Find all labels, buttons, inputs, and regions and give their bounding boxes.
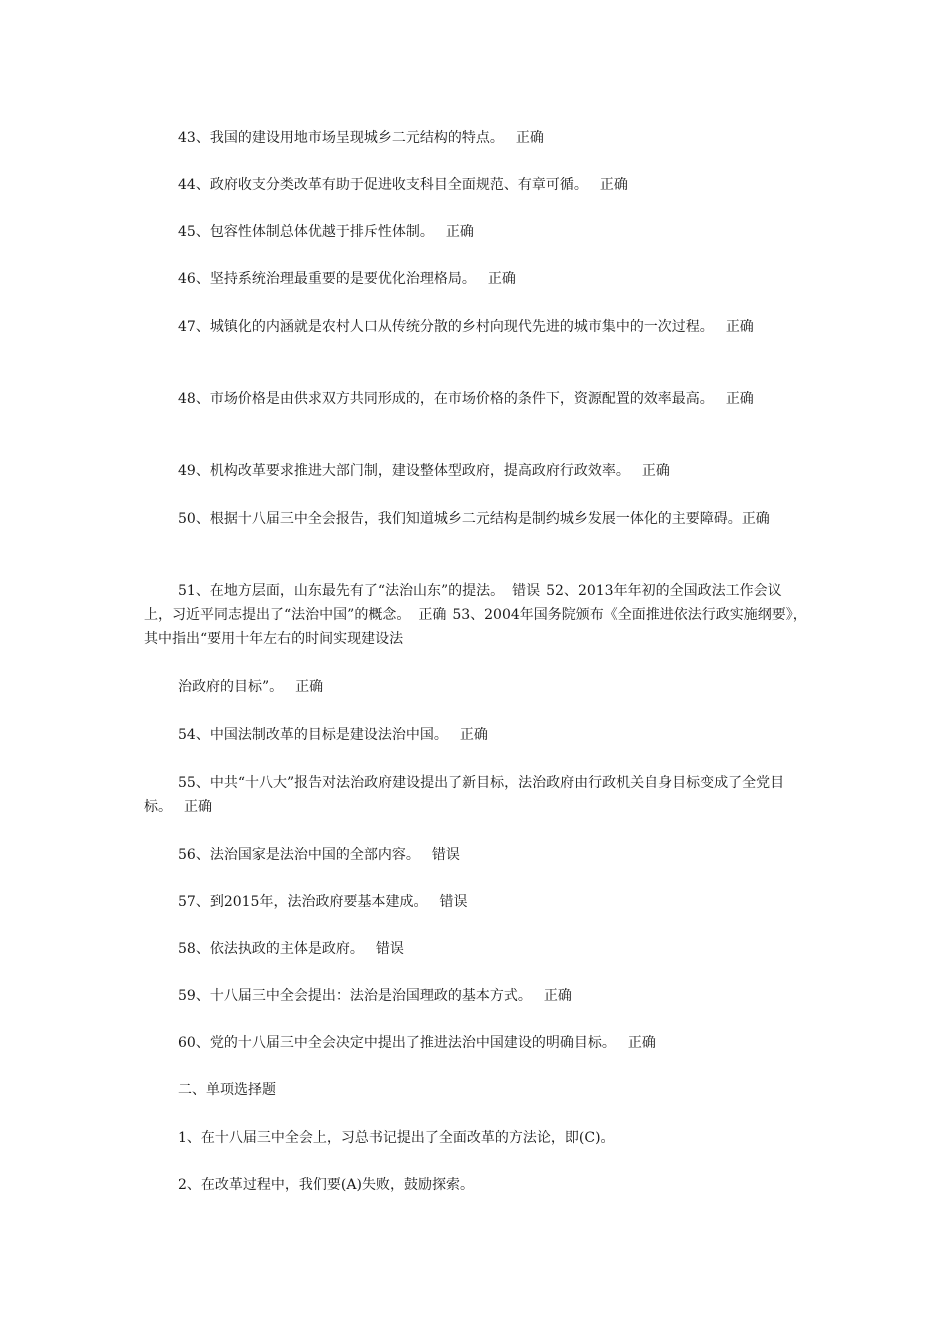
question-text: 57、到2015年，法治政府要基本建成。 bbox=[178, 894, 428, 910]
question-text: 治政府的目标”。 bbox=[178, 679, 284, 695]
judgement-item-58 bbox=[144, 937, 808, 961]
question-text: 56、法治国家是法治中国的全部内容。 bbox=[178, 847, 420, 863]
question-text: 48、市场价格是由供求双方共同形成的，在市场价格的条件下，资源配置的效率最高。 bbox=[178, 391, 714, 407]
question-text: 47、城镇化的内涵就是农村人口从传统分散的乡村向现代先进的城市集中的一次过程。 bbox=[178, 319, 714, 335]
answer-text: 正确 bbox=[641, 463, 670, 479]
question-text: 50、根据十八届三中全会报告，我们知道城乡二元结构是制约城乡发展一体化的主要障碍。 bbox=[178, 511, 742, 527]
question-text: 2、在改革过程中，我们要(A)失败，鼓励探索。 bbox=[178, 1177, 474, 1193]
question-text: 49、机构改革要求推进大部门制，建设整体型政府，提高政府行政效率。 bbox=[178, 463, 630, 479]
question-text: 43、我国的建设用地市场呈现城乡二元结构的特点。 bbox=[178, 130, 504, 146]
judgement-items-51-53 bbox=[144, 579, 808, 651]
answer-text: 正确 bbox=[599, 177, 628, 193]
question-text: 52、2013年年初的全国政法工作会议上，习近平同志提出了“法治中国”的概念。 bbox=[144, 583, 782, 623]
judgement-item-46 bbox=[144, 267, 808, 291]
judgement-item-59 bbox=[144, 984, 808, 1008]
judgement-item-45 bbox=[144, 220, 808, 244]
judgement-item-50 bbox=[144, 507, 808, 531]
answer-text: 正确 bbox=[459, 727, 488, 743]
judgement-item-54 bbox=[144, 723, 808, 747]
answer-text: 正确 bbox=[295, 679, 324, 695]
answer-text: 错误 bbox=[512, 583, 541, 599]
question-text: 45、包容性体制总体优越于排斥性体制。 bbox=[178, 224, 434, 240]
judgement-item-43 bbox=[144, 126, 808, 150]
judgement-item-44 bbox=[144, 173, 808, 197]
section-heading bbox=[144, 1078, 808, 1102]
judgement-item-47 bbox=[144, 315, 808, 339]
question-text: 46、坚持系统治理最重要的是要优化治理格局。 bbox=[178, 271, 476, 287]
answer-text: 正确 bbox=[418, 607, 447, 623]
question-text: 1、在十八届三中全会上，习总书记提出了全面改革的方法论，即(C)。 bbox=[178, 1130, 615, 1146]
answer-text: 正确 bbox=[627, 1035, 656, 1051]
judgement-item-56 bbox=[144, 843, 808, 867]
question-text: 44、政府收支分类改革有助于促进收支科目全面规范、有章可循。 bbox=[178, 177, 588, 193]
question-text: 54、中国法制改革的目标是建设法治中国。 bbox=[178, 727, 448, 743]
section-heading-text: 二、单项选择题 bbox=[178, 1082, 276, 1098]
judgement-item-57 bbox=[144, 890, 808, 914]
question-text: 55、中共“十八大”报告对法治政府建设提出了新目标，法治政府由行政机关自身目标变成了全党目标。 bbox=[144, 775, 785, 815]
judgement-item-55 bbox=[144, 771, 808, 819]
choice-item-1 bbox=[144, 1126, 808, 1150]
answer-text: 正确 bbox=[515, 130, 544, 146]
answer-text: 正确 bbox=[445, 224, 474, 240]
judgement-item-49 bbox=[144, 459, 808, 483]
answer-text: 正确 bbox=[184, 799, 212, 815]
judgement-item-53-continued bbox=[144, 675, 808, 699]
question-text: 51、在地方层面，山东最先有了“法治山东”的提法。 bbox=[178, 583, 505, 599]
answer-text: 正确 bbox=[741, 511, 770, 527]
question-text: 58、依法执政的主体是政府。 bbox=[178, 941, 364, 957]
judgement-item-48 bbox=[144, 387, 808, 411]
question-text: 53、2004年国务院颁布《全面推进依法行政实施纲要》，其中指出“要用十年左右的时间实现建设法 bbox=[144, 607, 807, 647]
answer-text: 正确 bbox=[725, 319, 754, 335]
choice-item-2 bbox=[144, 1173, 808, 1197]
question-text: 60、党的十八届三中全会决定中提出了推进法治中国建设的明确目标。 bbox=[178, 1035, 616, 1051]
answer-text: 错误 bbox=[439, 894, 468, 910]
judgement-item-60 bbox=[144, 1031, 808, 1055]
answer-text: 错误 bbox=[431, 847, 460, 863]
answer-text: 正确 bbox=[725, 391, 754, 407]
answer-text: 正确 bbox=[543, 988, 572, 1004]
question-text: 59、十八届三中全会提出：法治是治国理政的基本方式。 bbox=[178, 988, 532, 1004]
answer-text: 正确 bbox=[487, 271, 516, 287]
answer-text: 错误 bbox=[375, 941, 404, 957]
